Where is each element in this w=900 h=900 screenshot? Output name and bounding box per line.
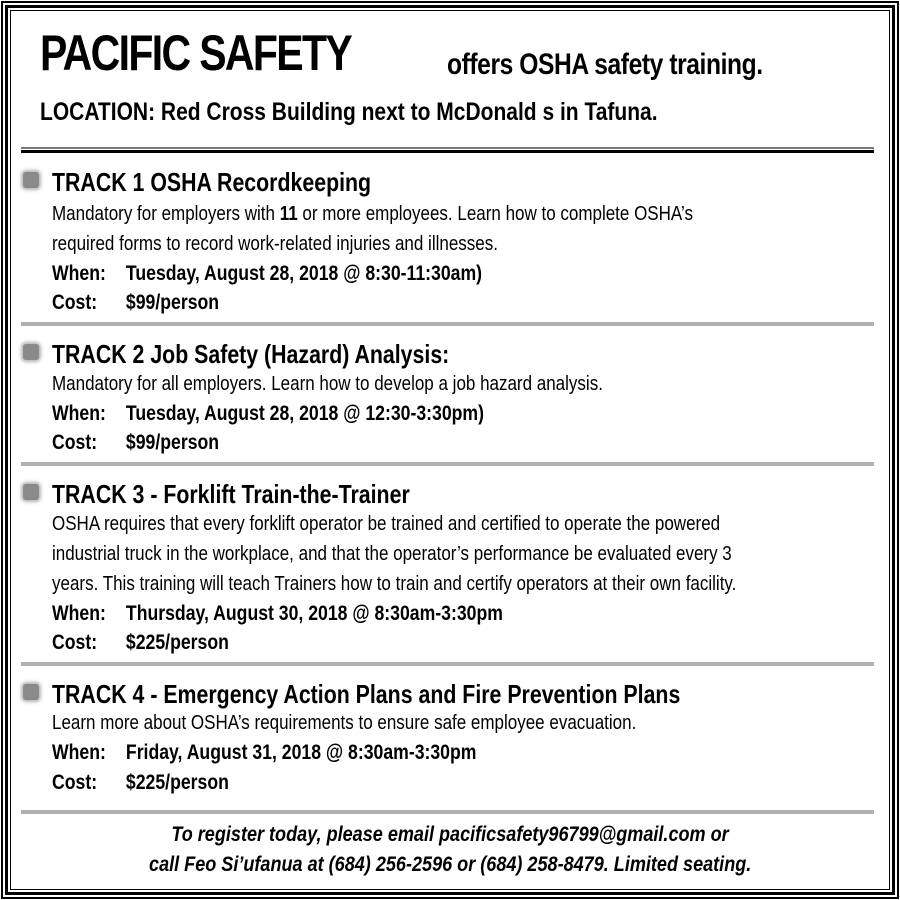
track-2 [21, 336, 874, 466]
header-separator [21, 147, 874, 153]
track-cost: Cost: $99/person [52, 431, 220, 454]
track-title: TRACK 4 - Emergency Action Plans and Fire Prevention Plans [52, 679, 681, 709]
track-description-line: Mandatory for employers with 11 or more employees. Learn how to complete OSHA’s [52, 203, 693, 225]
brand-name: PACIFIC SAFETY [40, 25, 352, 81]
track-divider [21, 322, 874, 326]
bullet-icon [23, 684, 39, 700]
track-when: When: Thursday, August 30, 2018 @ 8:30am-3:30pm [52, 602, 503, 625]
tagline: offers OSHA safety training. [447, 48, 763, 81]
track-description-line: years. This training will teach Trainers how to train and certify operators at their own facility. [52, 573, 737, 595]
track-description-line: industrial truck in the workplace, and that the operator’s performance be evaluated every 3 [52, 543, 732, 565]
track-description-line: required forms to record work-related injuries and illnesses. [52, 233, 498, 255]
track-divider [21, 810, 874, 814]
track-when: When: Tuesday, August 28, 2018 @ 12:30-3:30pm) [52, 402, 484, 425]
track-title: TRACK 1 OSHA Recordkeeping [52, 167, 372, 197]
track-title: TRACK 2 Job Safety (Hazard) Analysis: [52, 339, 450, 369]
track-divider [21, 462, 874, 466]
bullet-icon [23, 484, 39, 500]
footer-contact [0, 854, 900, 875]
location-line: LOCATION: Red Cross Building next to McDonald s in Tafuna. [40, 98, 658, 126]
track-when: When: Friday, August 31, 2018 @ 8:30am-3:30pm [52, 741, 477, 764]
track-description-line: OSHA requires that every forklift operator be trained and certified to operate the powered [52, 513, 721, 535]
footer-registration [0, 824, 900, 845]
track-cost: Cost: $99/person [52, 291, 220, 314]
track-3 [21, 476, 874, 666]
track-1 [21, 166, 874, 326]
track-4 [21, 676, 874, 816]
track-description-line: Learn more about OSHA’s requirements to ensure safe employee evacuation. [52, 712, 637, 734]
track-when: When: Tuesday, August 28, 2018 @ 8:30-11:30am) [52, 262, 483, 285]
flyer-header [40, 25, 880, 81]
bullet-icon [23, 344, 39, 360]
footer-line-2: call Feo Si’ufanua at (684) 256-2596 or (684) 258-8479. Limited seating. [148, 853, 752, 876]
track-cost: Cost: $225/person [52, 631, 229, 654]
track-cost: Cost: $225/person [52, 771, 229, 794]
track-description-line: Mandatory for all employers. Learn how to develop a job hazard analysis. [52, 373, 603, 395]
bullet-icon [23, 172, 39, 188]
track-title: TRACK 3 - Forklift Train-the-Trainer [52, 479, 410, 509]
footer-line-1: To register today, please email pacificsafety96799@gmail.com or [171, 823, 729, 846]
track-divider [21, 662, 874, 666]
